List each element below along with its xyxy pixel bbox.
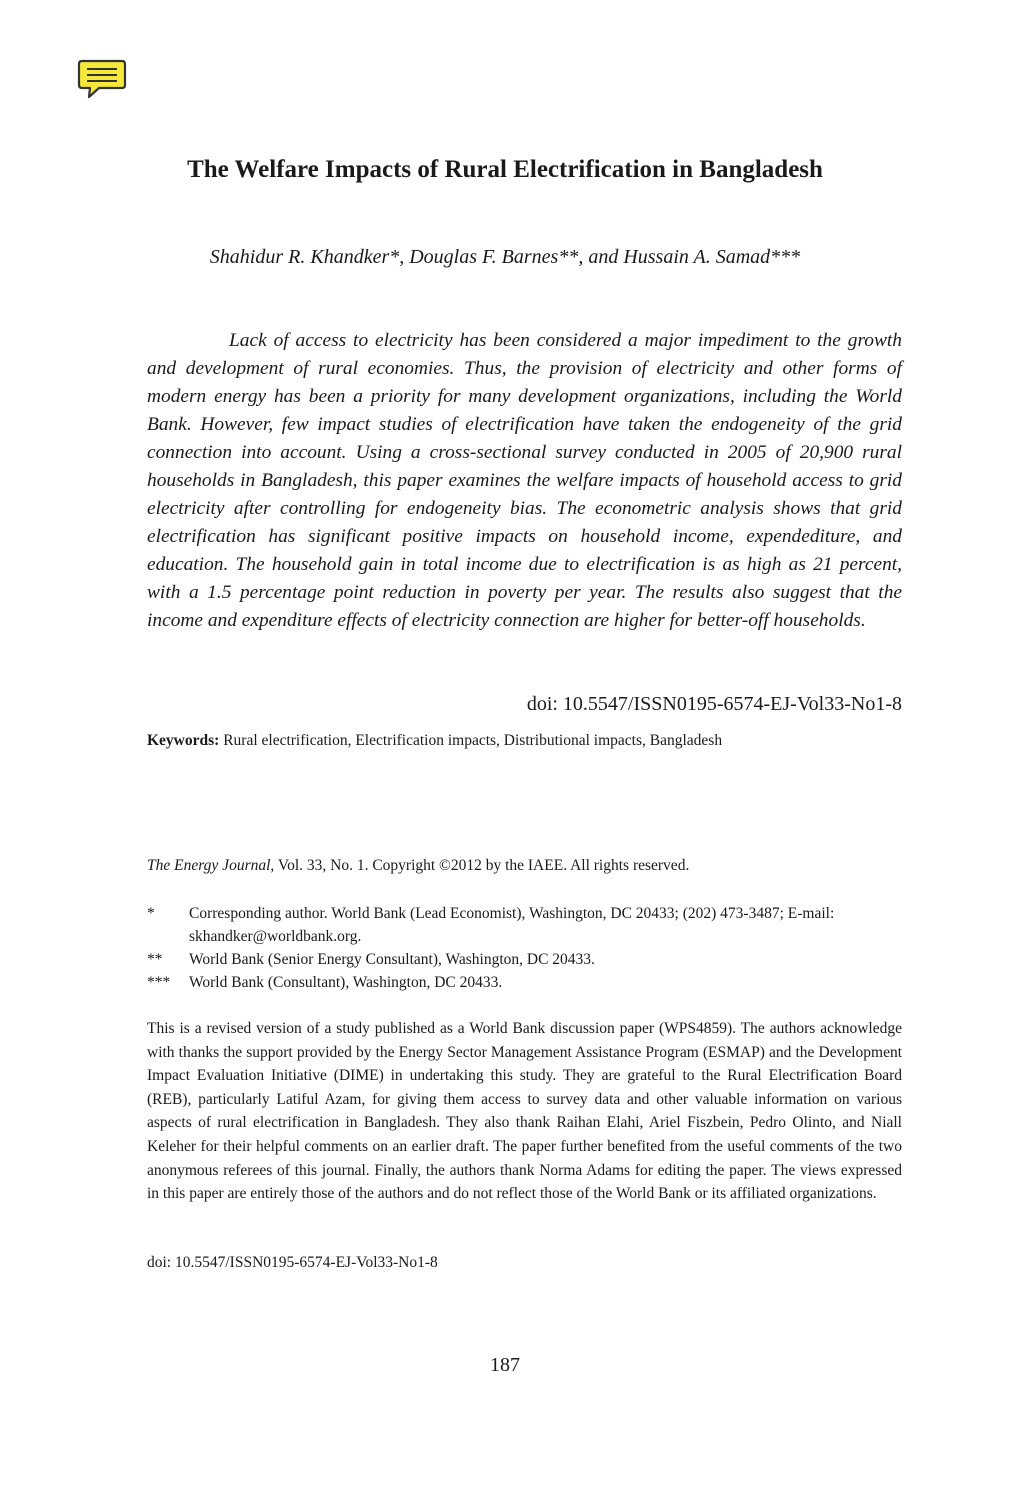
keywords-label: Keywords: (147, 732, 220, 749)
copyright-line (147, 855, 902, 877)
comment-note-icon[interactable] (77, 59, 127, 101)
footnote-text: World Bank (Consultant), Washington, DC 20433. (189, 974, 503, 991)
abstract-doi: doi: 10.5547/ISSN0195-6574-EJ-Vol33-No1-8 (526, 693, 902, 715)
author-footnotes (147, 902, 902, 994)
footnote-text: Corresponding author. World Bank (Lead Economist), Washington, DC 20433; (202) 473-3487; E-mail: skhandker@worldbank.org. (189, 905, 835, 945)
paper-title: The Welfare Impacts of Rural Electrification in Bangladesh (187, 156, 823, 183)
keywords (147, 730, 902, 752)
author-list: Shahidur R. Khandker*, Douglas F. Barnes**, and Hussain A. Samad*** (209, 246, 801, 268)
acknowledgement-doi: doi: 10.5547/ISSN0195-6574-EJ-Vol33-No1-8 (147, 1254, 438, 1271)
footnote-mark: *** (147, 974, 171, 991)
page-number: 187 (490, 1354, 520, 1376)
footnote-item (147, 902, 902, 948)
footnote-item (147, 948, 902, 971)
journal-name: The Energy Journal (147, 857, 271, 874)
footnote-text: World Bank (Senior Energy Consultant), Washington, DC 20433. (189, 951, 595, 968)
acknowledgement: This is a revised version of a study published as a World Bank discussion paper (WPS4859). The authors acknowledge with thanks the support provided by the Energy Sector Management Assistance Program (ESMAP) and the Development Impact Evaluation Initiative (DIME) in undertaking this study. They are grateful to the Rural Electrification Board (REB), particularly Latiful Azam, for giving them access to survey data and other valuable information on various aspects of rural electrification in Bangladesh. They also thank Raihan Elahi, Ariel Fiszbein, Pedro Olinto, and Niall Keleher for their helpful comments on an earlier draft. The paper further benefited from the useful comments of the two anonymous referees of this journal. Finally, the authors thank Norma Adams for editing the paper. The views expressed in this paper are entirely those of the authors and do not reflect those of the World Bank or its affiliated organizations. (147, 1020, 902, 1203)
abstract: Lack of access to electricity has been considered a major impediment to the growth and development of rural economies. Thus, the provision of electricity and other forms of modern energy has been a priority for many development organizations, including the World Bank. However, few impact studies of electrification have taken the endogeneity of the grid connection into account. Using a cross-sectional survey conducted in 2005 of 20,900 rural households in Bangladesh, this paper examines the welfare impacts of household access to grid electricity after controlling for endogeneity bias. The econometric analysis shows that grid electrification has significant positive impacts on household income, expendediture, and education. The household gain in total income due to electrification is as high as 21 percent, with a 1.5 percentage point reduction in poverty per year. The results also suggest that the income and expenditure effects of electricity connection are higher for better-off households. (147, 330, 902, 631)
copyright-text: , Vol. 33, No. 1. Copyright ©2012 by the IAEE. All rights reserved. (270, 857, 690, 874)
footnote-mark: * (147, 905, 155, 922)
footnote-mark: ** (147, 951, 163, 968)
footnote-item (147, 971, 902, 994)
keywords-text: Rural electrification, Electrification impacts, Distributional impacts, Bangladesh (219, 732, 723, 749)
